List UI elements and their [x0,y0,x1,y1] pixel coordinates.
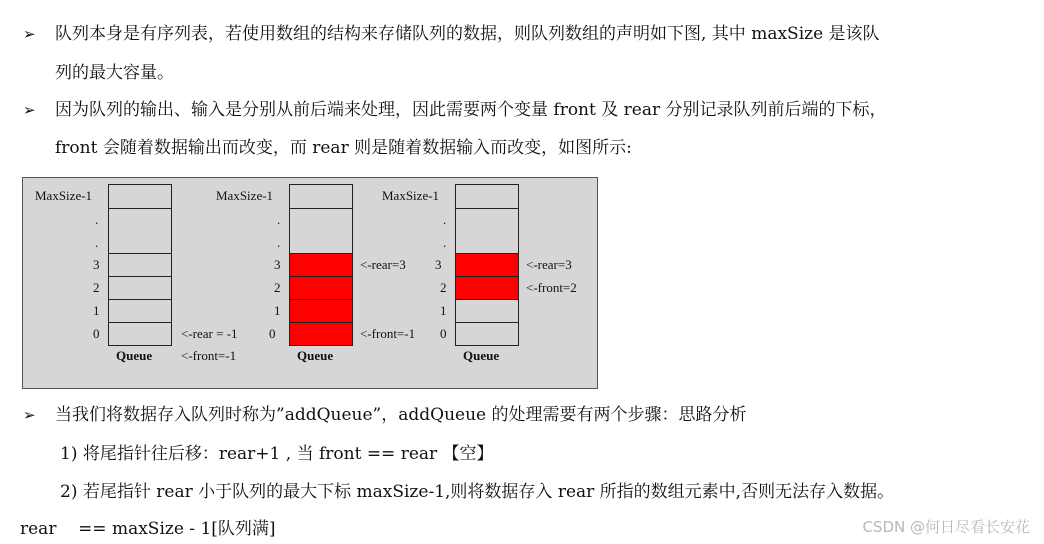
bullet-arrow: ➢ [23,101,36,119]
front-pointer-label: <-front=-1 [181,348,237,363]
queue-caption: Queue [463,348,500,363]
queue-cell-2-filled [289,276,353,300]
index-label-2: 2 [274,280,281,295]
para2-line2: front 会随着数据输出而改变，而 rear 则是随着数据输入而改变，如图所示: [55,138,632,158]
ellipsis-dot: . [95,212,99,227]
maxsize-label: MaxSize-1 [382,188,440,203]
queue-cell-0 [455,322,519,346]
front-pointer-label: <-front=2 [526,280,577,295]
bullet-arrow: ➢ [23,406,36,424]
queue-caption: Queue [116,348,153,363]
queue-cell-maxsize [108,184,172,209]
rear-pointer-label: <-rear=3 [526,257,572,272]
index-label-3: 3 [93,257,100,272]
queue-cell-2 [108,276,172,300]
queue-array-diagram [22,177,598,389]
queue-cell-gap [455,208,519,254]
queue-cell-maxsize [289,184,353,209]
index-label-0: 0 [269,326,276,341]
queue-cell-3-filled [289,253,353,277]
ellipsis-dot: . [277,235,281,250]
csdn-watermark: CSDN @何日尽看长安花 [862,518,1030,536]
index-label-1: 1 [274,303,281,318]
ellipsis-dot: . [443,235,447,250]
para1-line1: 队列本身是有序列表，若使用数组的结构来存储队列的数据，则队列数组的声明如下图, 其中 maxSize 是该队 [55,24,880,44]
queue-cell-3-filled [455,253,519,277]
queue-full-condition: rear == maxSize - 1[队列满] [20,519,276,539]
ellipsis-dot: . [277,212,281,227]
index-label-0: 0 [440,326,447,341]
ellipsis-dot: . [95,235,99,250]
index-label-3: 3 [274,257,281,272]
maxsize-label: MaxSize-1 [35,188,93,203]
queue-cell-gap [108,208,172,254]
index-label-2: 2 [440,280,447,295]
para3-line1: 当我们将数据存入队列时称为”addQueue”，addQueue 的处理需要有两个步骤：思路分析 [55,405,747,425]
queue-cell-1-filled [289,299,353,323]
index-label-1: 1 [440,303,447,318]
queue-cell-3 [108,253,172,277]
para2-line1: 因为队列的输出、输入是分别从前后端来处理，因此需要两个变量 front 及 rear 分别记录队列前后端的下标， [55,100,887,120]
queue-caption: Queue [297,348,334,363]
front-pointer-label: <-front=-1 [360,326,416,341]
rear-pointer-label: <-rear = -1 [181,326,238,341]
bullet-arrow: ➢ [23,25,36,43]
maxsize-label: MaxSize-1 [216,188,274,203]
index-label-3: 3 [435,257,442,272]
index-label-0: 0 [93,326,100,341]
step-1: 1) 将尾指针往后移：rear+1 , 当 front == rear 【空】 [60,444,494,464]
para1-line2: 列的最大容量。 [55,63,174,83]
queue-cell-2-filled [455,276,519,300]
queue-cell-gap [289,208,353,254]
index-label-2: 2 [93,280,100,295]
index-label-1: 1 [93,303,100,318]
ellipsis-dot: . [443,212,447,227]
queue-cell-0-filled [289,322,353,346]
step-2: 2) 若尾指针 rear 小于队列的最大下标 maxSize-1,则将数据存入 rear 所指的数组元素中,否则无法存入数据。 [60,482,895,502]
queue-cell-maxsize [455,184,519,209]
queue-cell-1 [455,299,519,323]
rear-pointer-label: <-rear=3 [360,257,406,272]
queue-cell-0 [108,322,172,346]
queue-cell-1 [108,299,172,323]
